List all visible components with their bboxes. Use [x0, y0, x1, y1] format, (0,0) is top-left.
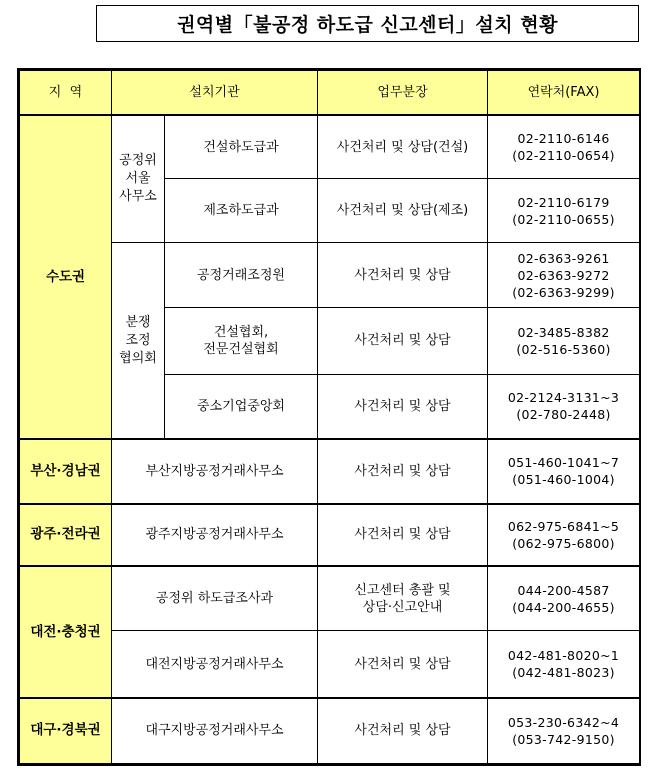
contact-cell: 02-2110-6146 (02-2110-0654) — [488, 115, 640, 178]
group-seoul-office: 공정위 서울 사무소 — [112, 115, 165, 242]
contact-cell: 042-481-8020~1 (042-481-8023) — [488, 631, 640, 698]
duty-cell: 사건처리 및 상담 — [318, 243, 488, 308]
duty-cell: 사건처리 및 상담 — [318, 374, 488, 439]
duty-cell: 사건처리 및 상담 — [318, 698, 488, 764]
contact-cell: 053-230-6342~4 (053-742-9150) — [488, 698, 640, 764]
table-row — [20, 243, 640, 308]
region-daejeon: 대전·충청권 — [20, 566, 112, 697]
region-daegu: 대구·경북권 — [20, 698, 112, 764]
duty-cell: 사건처리 및 상담(건설) — [318, 115, 488, 178]
institution-cell: 광주지방공정거래사무소 — [112, 504, 318, 567]
header-duty: 업무분장 — [318, 71, 488, 116]
contact-cell: 044-200-4587 (044-200-4655) — [488, 566, 640, 631]
institution-cell: 제조하도급과 — [165, 178, 318, 243]
table-row — [20, 698, 640, 764]
table-row — [20, 504, 640, 567]
institution-cell: 공정거래조정원 — [165, 243, 318, 308]
table-row — [20, 439, 640, 504]
region-gwangju: 광주·전라권 — [20, 504, 112, 567]
institution-cell: 중소기업중앙회 — [165, 374, 318, 439]
contact-cell: 051-460-1041~7 (051-460-1004) — [488, 439, 640, 504]
institution-cell: 대전지방공정거래사무소 — [112, 631, 318, 698]
contact-cell: 02-6363-9261 02-6363-9272 (02-6363-9299) — [488, 243, 640, 308]
table-row — [20, 115, 640, 178]
table-row — [20, 631, 640, 698]
header-region: 지 역 — [20, 71, 112, 116]
duty-cell: 사건처리 및 상담 — [318, 631, 488, 698]
duty-cell: 사건처리 및 상담 — [318, 308, 488, 375]
region-busan: 부산·경남권 — [20, 439, 112, 504]
table-row — [20, 566, 640, 631]
page-title: 권역별「불공정 하도급 신고센터」설치 현황 — [96, 5, 639, 42]
header-institution: 설치기관 — [112, 71, 318, 116]
header-row — [20, 71, 640, 116]
duty-cell: 사건처리 및 상담 — [318, 439, 488, 504]
contact-cell: 02-2124-3131~3 (02-780-2448) — [488, 374, 640, 439]
duty-cell: 사건처리 및 상담(제조) — [318, 178, 488, 243]
header-contact: 연락처(FAX) — [488, 71, 640, 116]
duty-cell: 사건처리 및 상담 — [318, 504, 488, 567]
institution-cell: 건설협회, 전문건설협회 — [165, 308, 318, 375]
group-mediation-council: 분쟁 조정 협의회 — [112, 243, 165, 439]
institution-cell: 대구지방공정거래사무소 — [112, 698, 318, 764]
institution-cell: 부산지방공정거래사무소 — [112, 439, 318, 504]
center-table — [19, 70, 640, 764]
institution-cell: 건설하도급과 — [165, 115, 318, 178]
region-sudogwon: 수도권 — [20, 115, 112, 438]
contact-cell: 062-975-6841~5 (062-975-6800) — [488, 504, 640, 567]
institution-cell: 공정위 하도급조사과 — [112, 566, 318, 631]
contact-cell: 02-3485-8382 (02-516-5360) — [488, 308, 640, 375]
contact-cell: 02-2110-6179 (02-2110-0655) — [488, 178, 640, 243]
duty-cell: 신고센터 총괄 및 상담·신고안내 — [318, 566, 488, 631]
